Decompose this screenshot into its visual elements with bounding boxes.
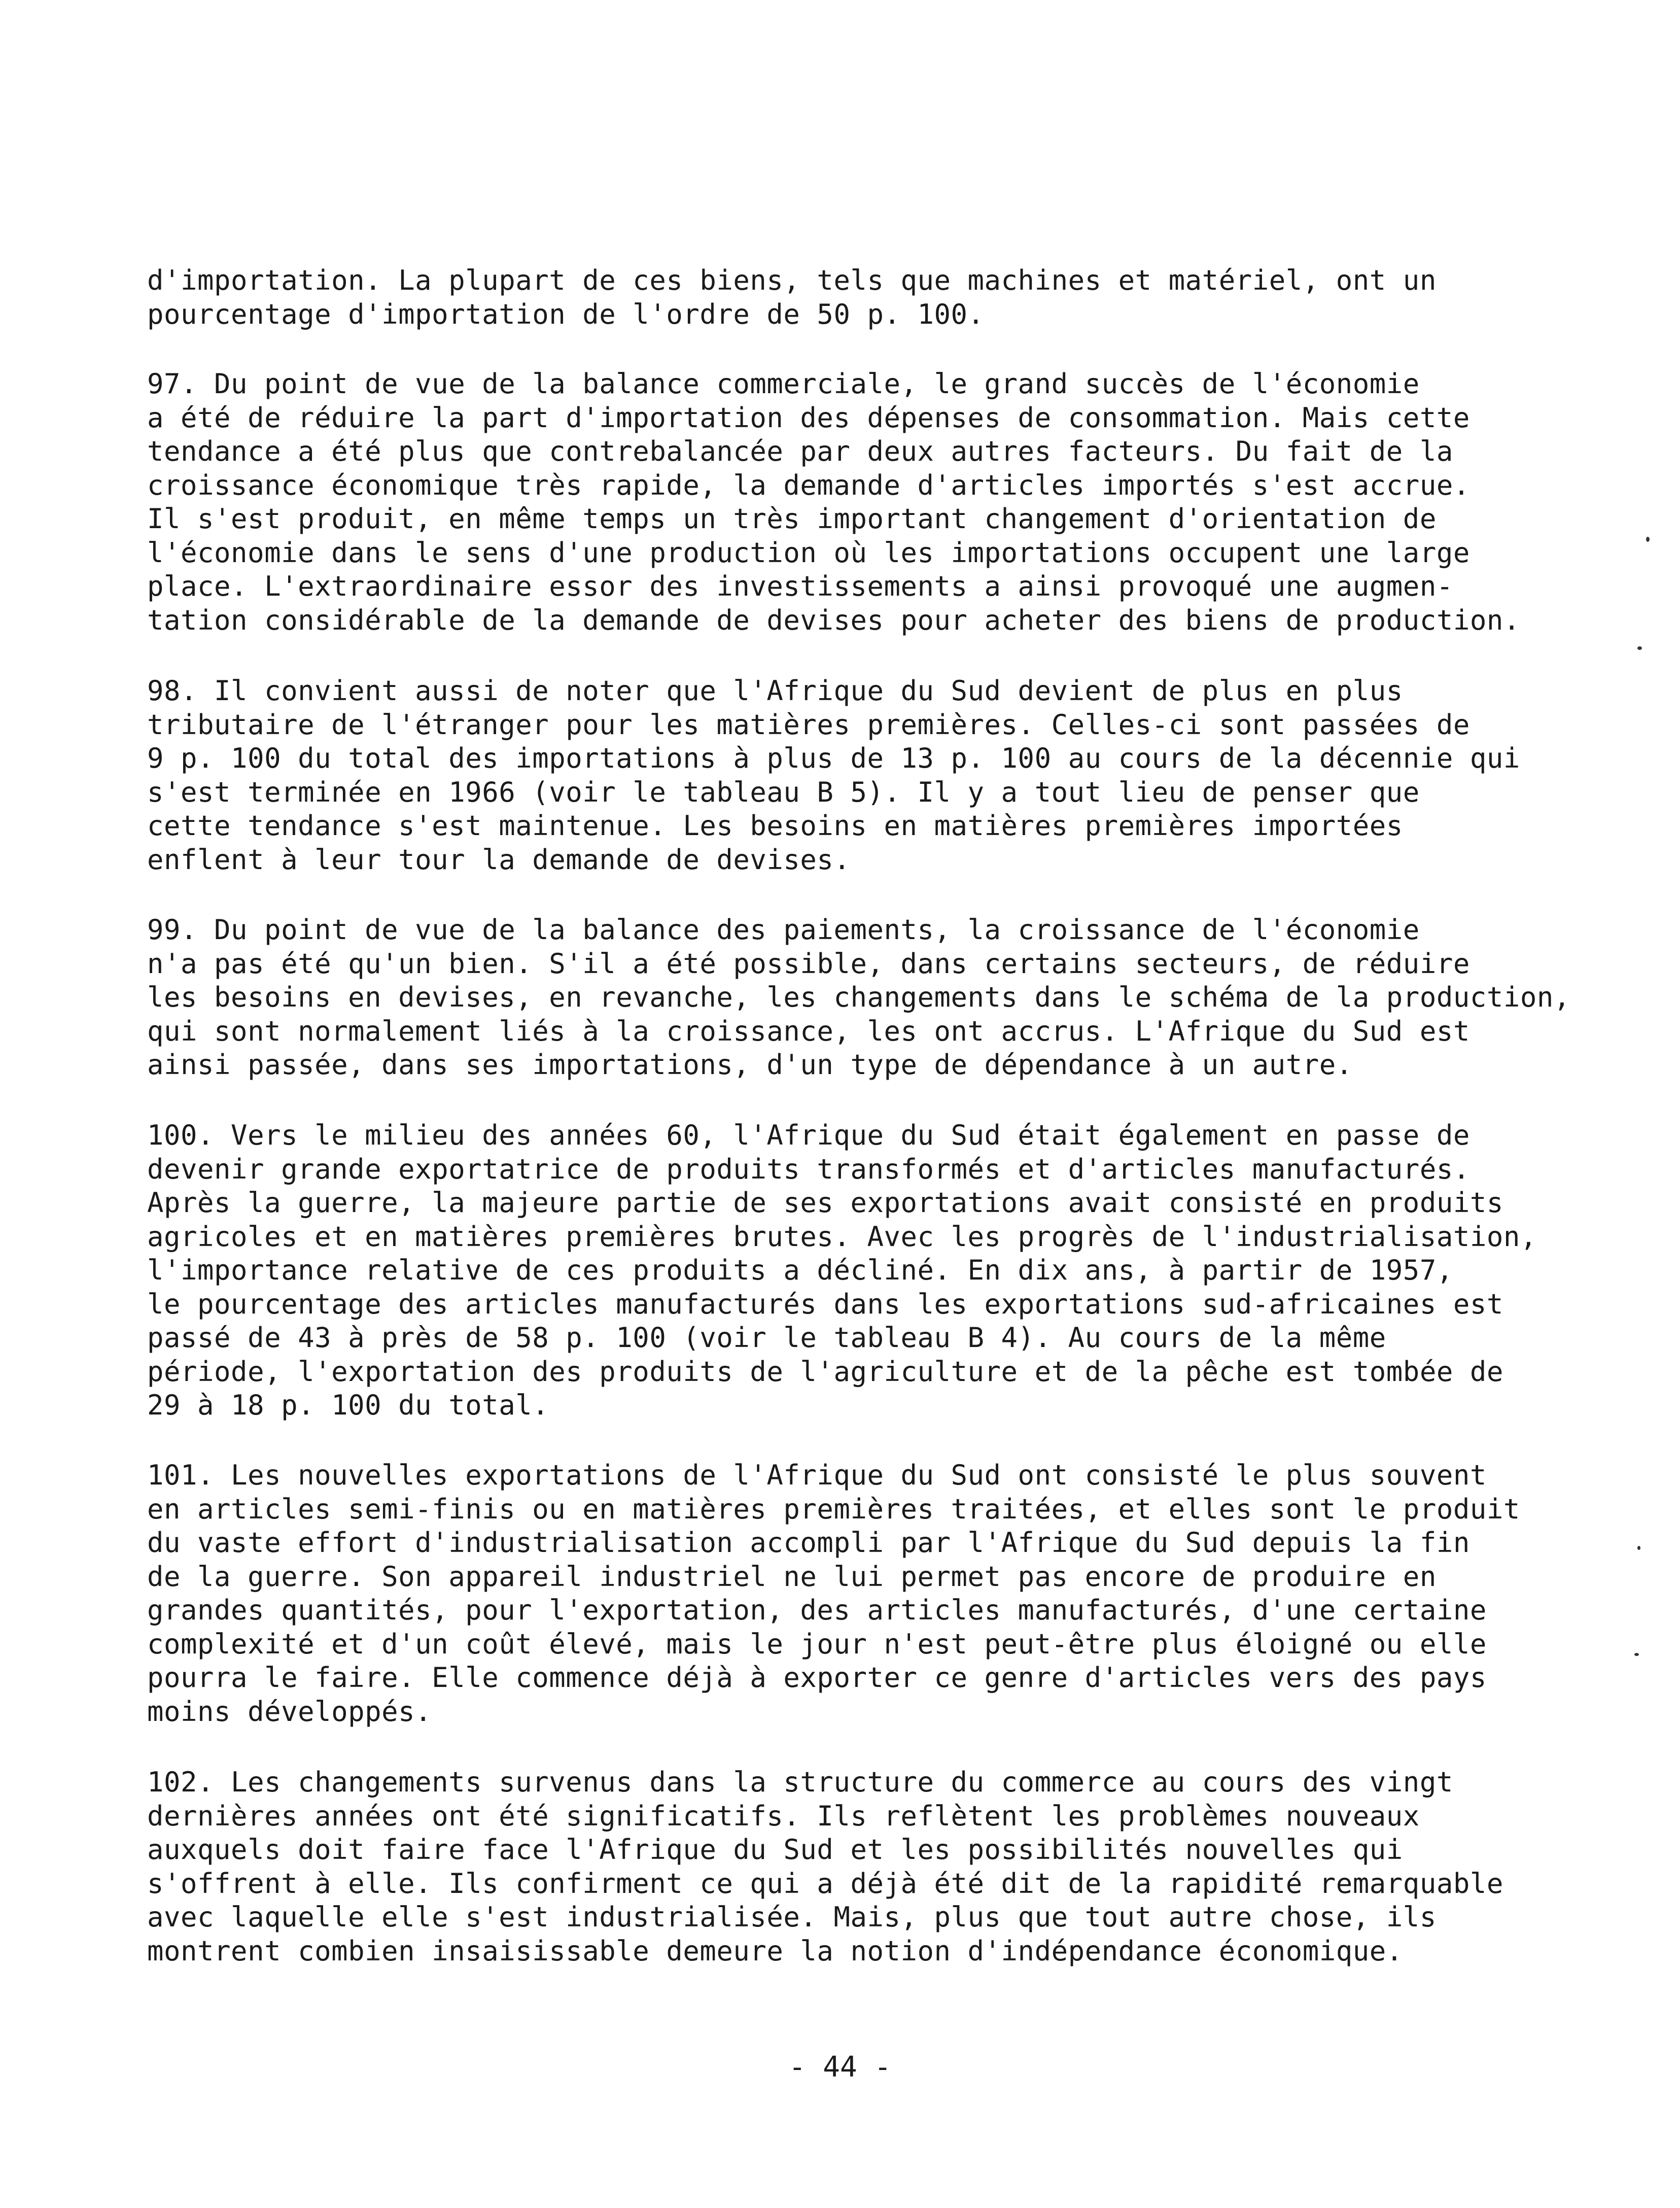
text-line: agricoles et en matières premières brutes. Avec les progrès de l'industrialisation, xyxy=(147,1220,1537,1253)
scan-speck xyxy=(1637,646,1642,650)
text-line: 97. Du point de vue de la balance commerciale, le grand succès de l'économie xyxy=(147,368,1420,400)
text-line: complexité et d'un coût élevé, mais le jour n'est peut-être plus éloigné ou elle xyxy=(147,1628,1487,1660)
text-line: grandes quantités, pour l'exportation, des articles manufacturés, d'une certaine xyxy=(147,1594,1487,1626)
text-line: s'est terminée en 1966 (voir le tableau B 5). Il y a tout lieu de penser que xyxy=(147,776,1420,808)
text-line: ainsi passée, dans ses importations, d'un type de dépendance à un autre. xyxy=(147,1049,1353,1081)
text-line: période, l'exportation des produits de l'agriculture et de la pêche est tombée de xyxy=(147,1355,1503,1388)
text-line: 99. Du point de vue de la balance des paiements, la croissance de l'économie xyxy=(147,914,1420,946)
text-line: avec laquelle elle s'est industrialisée. Mais, plus que tout autre chose, ils xyxy=(147,1901,1437,1933)
text-line: a été de réduire la part d'importation des dépenses de consommation. Mais cette xyxy=(147,401,1470,434)
paragraph-101 xyxy=(147,1459,1583,1729)
text-line: tendance a été plus que contrebalancée par deux autres facteurs. Du fait de la xyxy=(147,435,1453,467)
text-line: Il s'est produit, en même temps un très important changement d'orientation de xyxy=(147,503,1437,535)
text-line: pourra le faire. Elle commence déjà à exporter ce genre d'articles vers des pays xyxy=(147,1662,1487,1694)
paragraph-continuation xyxy=(147,264,1583,331)
text-line: le pourcentage des articles manufacturés dans les exportations sud-africaines est xyxy=(147,1288,1503,1320)
scan-speck xyxy=(1637,1546,1640,1550)
text-line: 101. Les nouvelles exportations de l'Afrique du Sud ont consisté le plus souvent xyxy=(147,1459,1487,1491)
text-line: 100. Vers le milieu des années 60, l'Afrique du Sud était également en passe de xyxy=(147,1119,1470,1151)
paragraph-99 xyxy=(147,913,1583,1082)
text-line: tation considérable de la demande de devises pour acheter des biens de production. xyxy=(147,604,1520,636)
paragraph-100 xyxy=(147,1119,1583,1423)
paragraph-102 xyxy=(147,1766,1583,1968)
text-line: 9 p. 100 du total des importations à plus de 13 p. 100 au cours de la décennie qui xyxy=(147,742,1520,774)
text-line: l'importance relative de ces produits a décliné. En dix ans, à partir de 1957, xyxy=(147,1254,1453,1286)
text-line: 102. Les changements survenus dans la structure du commerce au cours des vingt xyxy=(147,1766,1453,1798)
text-line: croissance économique très rapide, la demande d'articles importés s'est accrue. xyxy=(147,469,1470,501)
text-line: qui sont normalement liés à la croissance, les ont accrus. L'Afrique du Sud est xyxy=(147,1015,1470,1047)
text-line: passé de 43 à près de 58 p. 100 (voir le tableau B 4). Au cours de la même xyxy=(147,1322,1386,1354)
text-line: auxquels doit faire face l'Afrique du Sud et les possibilités nouvelles qui xyxy=(147,1834,1403,1866)
text-line: n'a pas été qu'un bien. S'il a été possible, dans certains secteurs, de réduire xyxy=(147,947,1470,980)
text-line: du vaste effort d'industrialisation accompli par l'Afrique du Sud depuis la fin xyxy=(147,1527,1470,1559)
scan-speck xyxy=(1634,1653,1639,1656)
text-line: devenir grande exportatrice de produits transformés et d'articles manufacturés. xyxy=(147,1153,1470,1185)
text-line: en articles semi-finis ou en matières premières traitées, et elles sont le produit xyxy=(147,1493,1520,1525)
text-line: pourcentage d'importation de l'ordre de 50 p. 100. xyxy=(147,298,985,330)
text-line: place. L'extraordinaire essor des investissements a ainsi provoqué une augmen- xyxy=(147,570,1453,602)
text-line: d'importation. La plupart de ces biens, tels que machines et matériel, ont un xyxy=(147,264,1437,296)
text-line: de la guerre. Son appareil industriel ne lui permet pas encore de produire en xyxy=(147,1560,1437,1593)
paragraph-98 xyxy=(147,674,1583,877)
text-line: l'économie dans le sens d'une production où les importations occupent une large xyxy=(147,536,1470,569)
page-number: - 44 - xyxy=(788,2051,892,2084)
text-line: moins développés. xyxy=(147,1695,432,1728)
text-line: 98. Il convient aussi de noter que l'Afrique du Sud devient de plus en plus xyxy=(147,675,1403,707)
text-line: Après la guerre, la majeure partie de ses exportations avait consisté en produits xyxy=(147,1187,1503,1219)
text-line: dernières années ont été significatifs. Ils reflètent les problèmes nouveaux xyxy=(147,1800,1420,1832)
text-line: enflent à leur tour la demande de devises. xyxy=(147,843,851,876)
paragraph-97 xyxy=(147,367,1583,637)
text-line: 29 à 18 p. 100 du total. xyxy=(147,1389,549,1421)
text-line: cette tendance s'est maintenue. Les besoins en matières premières importées xyxy=(147,810,1403,842)
text-line: tributaire de l'étranger pour les matières premières. Celles-ci sont passées de xyxy=(147,708,1470,741)
text-line: montrent combien insaisissable demeure la notion d'indépendance économique. xyxy=(147,1935,1403,1967)
scan-speck xyxy=(1646,537,1650,542)
text-line: les besoins en devises, en revanche, les changements dans le schéma de la production, xyxy=(147,981,1570,1013)
text-line: s'offrent à elle. Ils confirment ce qui a déjà été dit de la rapidité remarquable xyxy=(147,1867,1503,1900)
